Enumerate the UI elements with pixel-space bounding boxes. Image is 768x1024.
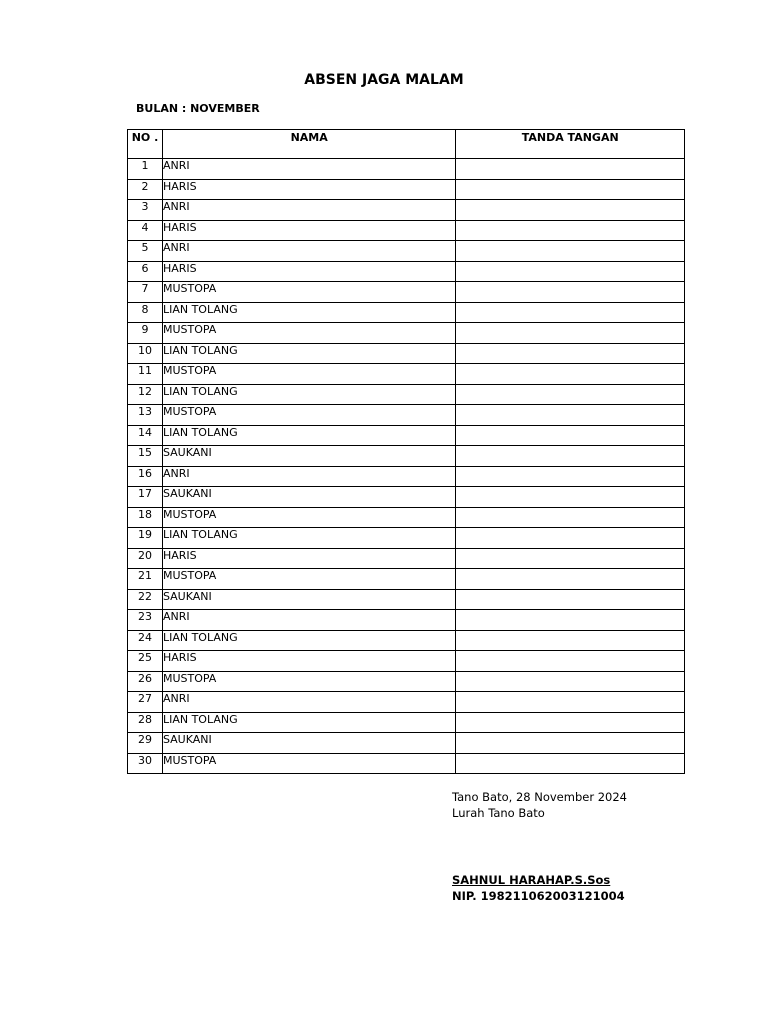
row-name-cell: SAUKANI bbox=[162, 487, 455, 508]
row-number-cell: 21 bbox=[128, 569, 163, 590]
row-signature-cell bbox=[456, 261, 685, 282]
header-tanda-tangan: TANDA TANGAN bbox=[456, 130, 685, 159]
row-number-cell: 2 bbox=[128, 179, 163, 200]
table-row bbox=[128, 343, 685, 364]
row-number-cell: 5 bbox=[128, 241, 163, 262]
row-signature-cell bbox=[456, 241, 685, 262]
row-number-cell: 11 bbox=[128, 364, 163, 385]
row-signature-cell bbox=[456, 487, 685, 508]
table-row bbox=[128, 630, 685, 651]
table-row bbox=[128, 159, 685, 180]
table-row bbox=[128, 364, 685, 385]
row-number-cell: 22 bbox=[128, 589, 163, 610]
table-header-row bbox=[128, 130, 685, 159]
row-signature-cell bbox=[456, 733, 685, 754]
table-row bbox=[128, 425, 685, 446]
row-number-cell: 12 bbox=[128, 384, 163, 405]
row-name-cell: HARIS bbox=[162, 548, 455, 569]
table-row bbox=[128, 446, 685, 467]
row-name-cell: LIAN TOLANG bbox=[162, 528, 455, 549]
row-signature-cell bbox=[456, 712, 685, 733]
row-signature-cell bbox=[456, 507, 685, 528]
table-row bbox=[128, 323, 685, 344]
row-name-cell: MUSTOPA bbox=[162, 671, 455, 692]
table-row bbox=[128, 466, 685, 487]
row-name-cell: SAUKANI bbox=[162, 589, 455, 610]
row-name-cell: MUSTOPA bbox=[162, 507, 455, 528]
table-row bbox=[128, 589, 685, 610]
row-signature-cell bbox=[456, 651, 685, 672]
row-signature-cell bbox=[456, 446, 685, 467]
month-label: BULAN : NOVEMBER bbox=[136, 102, 260, 115]
row-name-cell: LIAN TOLANG bbox=[162, 630, 455, 651]
row-signature-cell bbox=[456, 610, 685, 631]
row-name-cell: MUSTOPA bbox=[162, 405, 455, 426]
table-row bbox=[128, 261, 685, 282]
row-name-cell: LIAN TOLANG bbox=[162, 302, 455, 323]
table-row bbox=[128, 712, 685, 733]
row-name-cell: LIAN TOLANG bbox=[162, 343, 455, 364]
row-number-cell: 26 bbox=[128, 671, 163, 692]
row-number-cell: 7 bbox=[128, 282, 163, 303]
table-row bbox=[128, 733, 685, 754]
table-row bbox=[128, 548, 685, 569]
signature-role: Lurah Tano Bato bbox=[452, 806, 545, 820]
row-number-cell: 10 bbox=[128, 343, 163, 364]
row-name-cell: LIAN TOLANG bbox=[162, 712, 455, 733]
row-number-cell: 20 bbox=[128, 548, 163, 569]
row-number-cell: 29 bbox=[128, 733, 163, 754]
row-signature-cell bbox=[456, 384, 685, 405]
row-name-cell: MUSTOPA bbox=[162, 282, 455, 303]
table-row bbox=[128, 528, 685, 549]
row-signature-cell bbox=[456, 220, 685, 241]
row-name-cell: ANRI bbox=[162, 466, 455, 487]
table-row bbox=[128, 610, 685, 631]
row-number-cell: 15 bbox=[128, 446, 163, 467]
table-row bbox=[128, 302, 685, 323]
row-number-cell: 8 bbox=[128, 302, 163, 323]
row-number-cell: 18 bbox=[128, 507, 163, 528]
row-name-cell: LIAN TOLANG bbox=[162, 384, 455, 405]
table-row bbox=[128, 179, 685, 200]
row-number-cell: 23 bbox=[128, 610, 163, 631]
row-name-cell: MUSTOPA bbox=[162, 569, 455, 590]
row-name-cell: ANRI bbox=[162, 200, 455, 221]
table-row bbox=[128, 405, 685, 426]
header-no: NO . bbox=[128, 130, 163, 159]
header-nama: NAMA bbox=[162, 130, 455, 159]
row-number-cell: 30 bbox=[128, 753, 163, 774]
row-name-cell: ANRI bbox=[162, 610, 455, 631]
row-number-cell: 16 bbox=[128, 466, 163, 487]
row-number-cell: 4 bbox=[128, 220, 163, 241]
row-number-cell: 25 bbox=[128, 651, 163, 672]
row-name-cell: ANRI bbox=[162, 692, 455, 713]
row-signature-cell bbox=[456, 692, 685, 713]
row-signature-cell bbox=[456, 569, 685, 590]
document-title: ABSEN JAGA MALAM bbox=[304, 72, 464, 88]
signature-place-date: Tano Bato, 28 November 2024 bbox=[452, 790, 627, 804]
row-signature-cell bbox=[456, 753, 685, 774]
row-signature-cell bbox=[456, 364, 685, 385]
row-name-cell: HARIS bbox=[162, 651, 455, 672]
row-name-cell: MUSTOPA bbox=[162, 364, 455, 385]
row-name-cell: MUSTOPA bbox=[162, 323, 455, 344]
signatory-nip: NIP. 198211062003121004 bbox=[452, 889, 625, 903]
row-name-cell: HARIS bbox=[162, 261, 455, 282]
row-signature-cell bbox=[456, 282, 685, 303]
table-row bbox=[128, 282, 685, 303]
row-number-cell: 17 bbox=[128, 487, 163, 508]
table-row bbox=[128, 241, 685, 262]
row-name-cell: LIAN TOLANG bbox=[162, 425, 455, 446]
table-row bbox=[128, 692, 685, 713]
row-signature-cell bbox=[456, 528, 685, 549]
row-name-cell: SAUKANI bbox=[162, 733, 455, 754]
row-number-cell: 14 bbox=[128, 425, 163, 446]
row-signature-cell bbox=[456, 425, 685, 446]
table-row bbox=[128, 507, 685, 528]
row-signature-cell bbox=[456, 630, 685, 651]
row-signature-cell bbox=[456, 302, 685, 323]
attendance-table bbox=[127, 129, 685, 774]
table-row bbox=[128, 569, 685, 590]
row-name-cell: HARIS bbox=[162, 220, 455, 241]
row-signature-cell bbox=[456, 159, 685, 180]
row-number-cell: 1 bbox=[128, 159, 163, 180]
row-number-cell: 3 bbox=[128, 200, 163, 221]
row-number-cell: 24 bbox=[128, 630, 163, 651]
table-row bbox=[128, 487, 685, 508]
row-number-cell: 13 bbox=[128, 405, 163, 426]
row-signature-cell bbox=[456, 323, 685, 344]
row-name-cell: ANRI bbox=[162, 159, 455, 180]
row-signature-cell bbox=[456, 466, 685, 487]
row-signature-cell bbox=[456, 179, 685, 200]
row-signature-cell bbox=[456, 343, 685, 364]
row-name-cell: ANRI bbox=[162, 241, 455, 262]
table-row bbox=[128, 651, 685, 672]
row-name-cell: HARIS bbox=[162, 179, 455, 200]
row-number-cell: 9 bbox=[128, 323, 163, 344]
row-signature-cell bbox=[456, 589, 685, 610]
signatory-name: SAHNUL HARAHAP.S.Sos bbox=[452, 873, 611, 887]
table-row bbox=[128, 200, 685, 221]
row-number-cell: 28 bbox=[128, 712, 163, 733]
row-number-cell: 6 bbox=[128, 261, 163, 282]
row-name-cell: MUSTOPA bbox=[162, 753, 455, 774]
row-number-cell: 27 bbox=[128, 692, 163, 713]
table-row bbox=[128, 671, 685, 692]
row-signature-cell bbox=[456, 405, 685, 426]
row-name-cell: SAUKANI bbox=[162, 446, 455, 467]
row-signature-cell bbox=[456, 548, 685, 569]
table-body bbox=[128, 159, 685, 774]
row-signature-cell bbox=[456, 200, 685, 221]
table-row bbox=[128, 384, 685, 405]
row-signature-cell bbox=[456, 671, 685, 692]
table-row bbox=[128, 753, 685, 774]
table-row bbox=[128, 220, 685, 241]
row-number-cell: 19 bbox=[128, 528, 163, 549]
